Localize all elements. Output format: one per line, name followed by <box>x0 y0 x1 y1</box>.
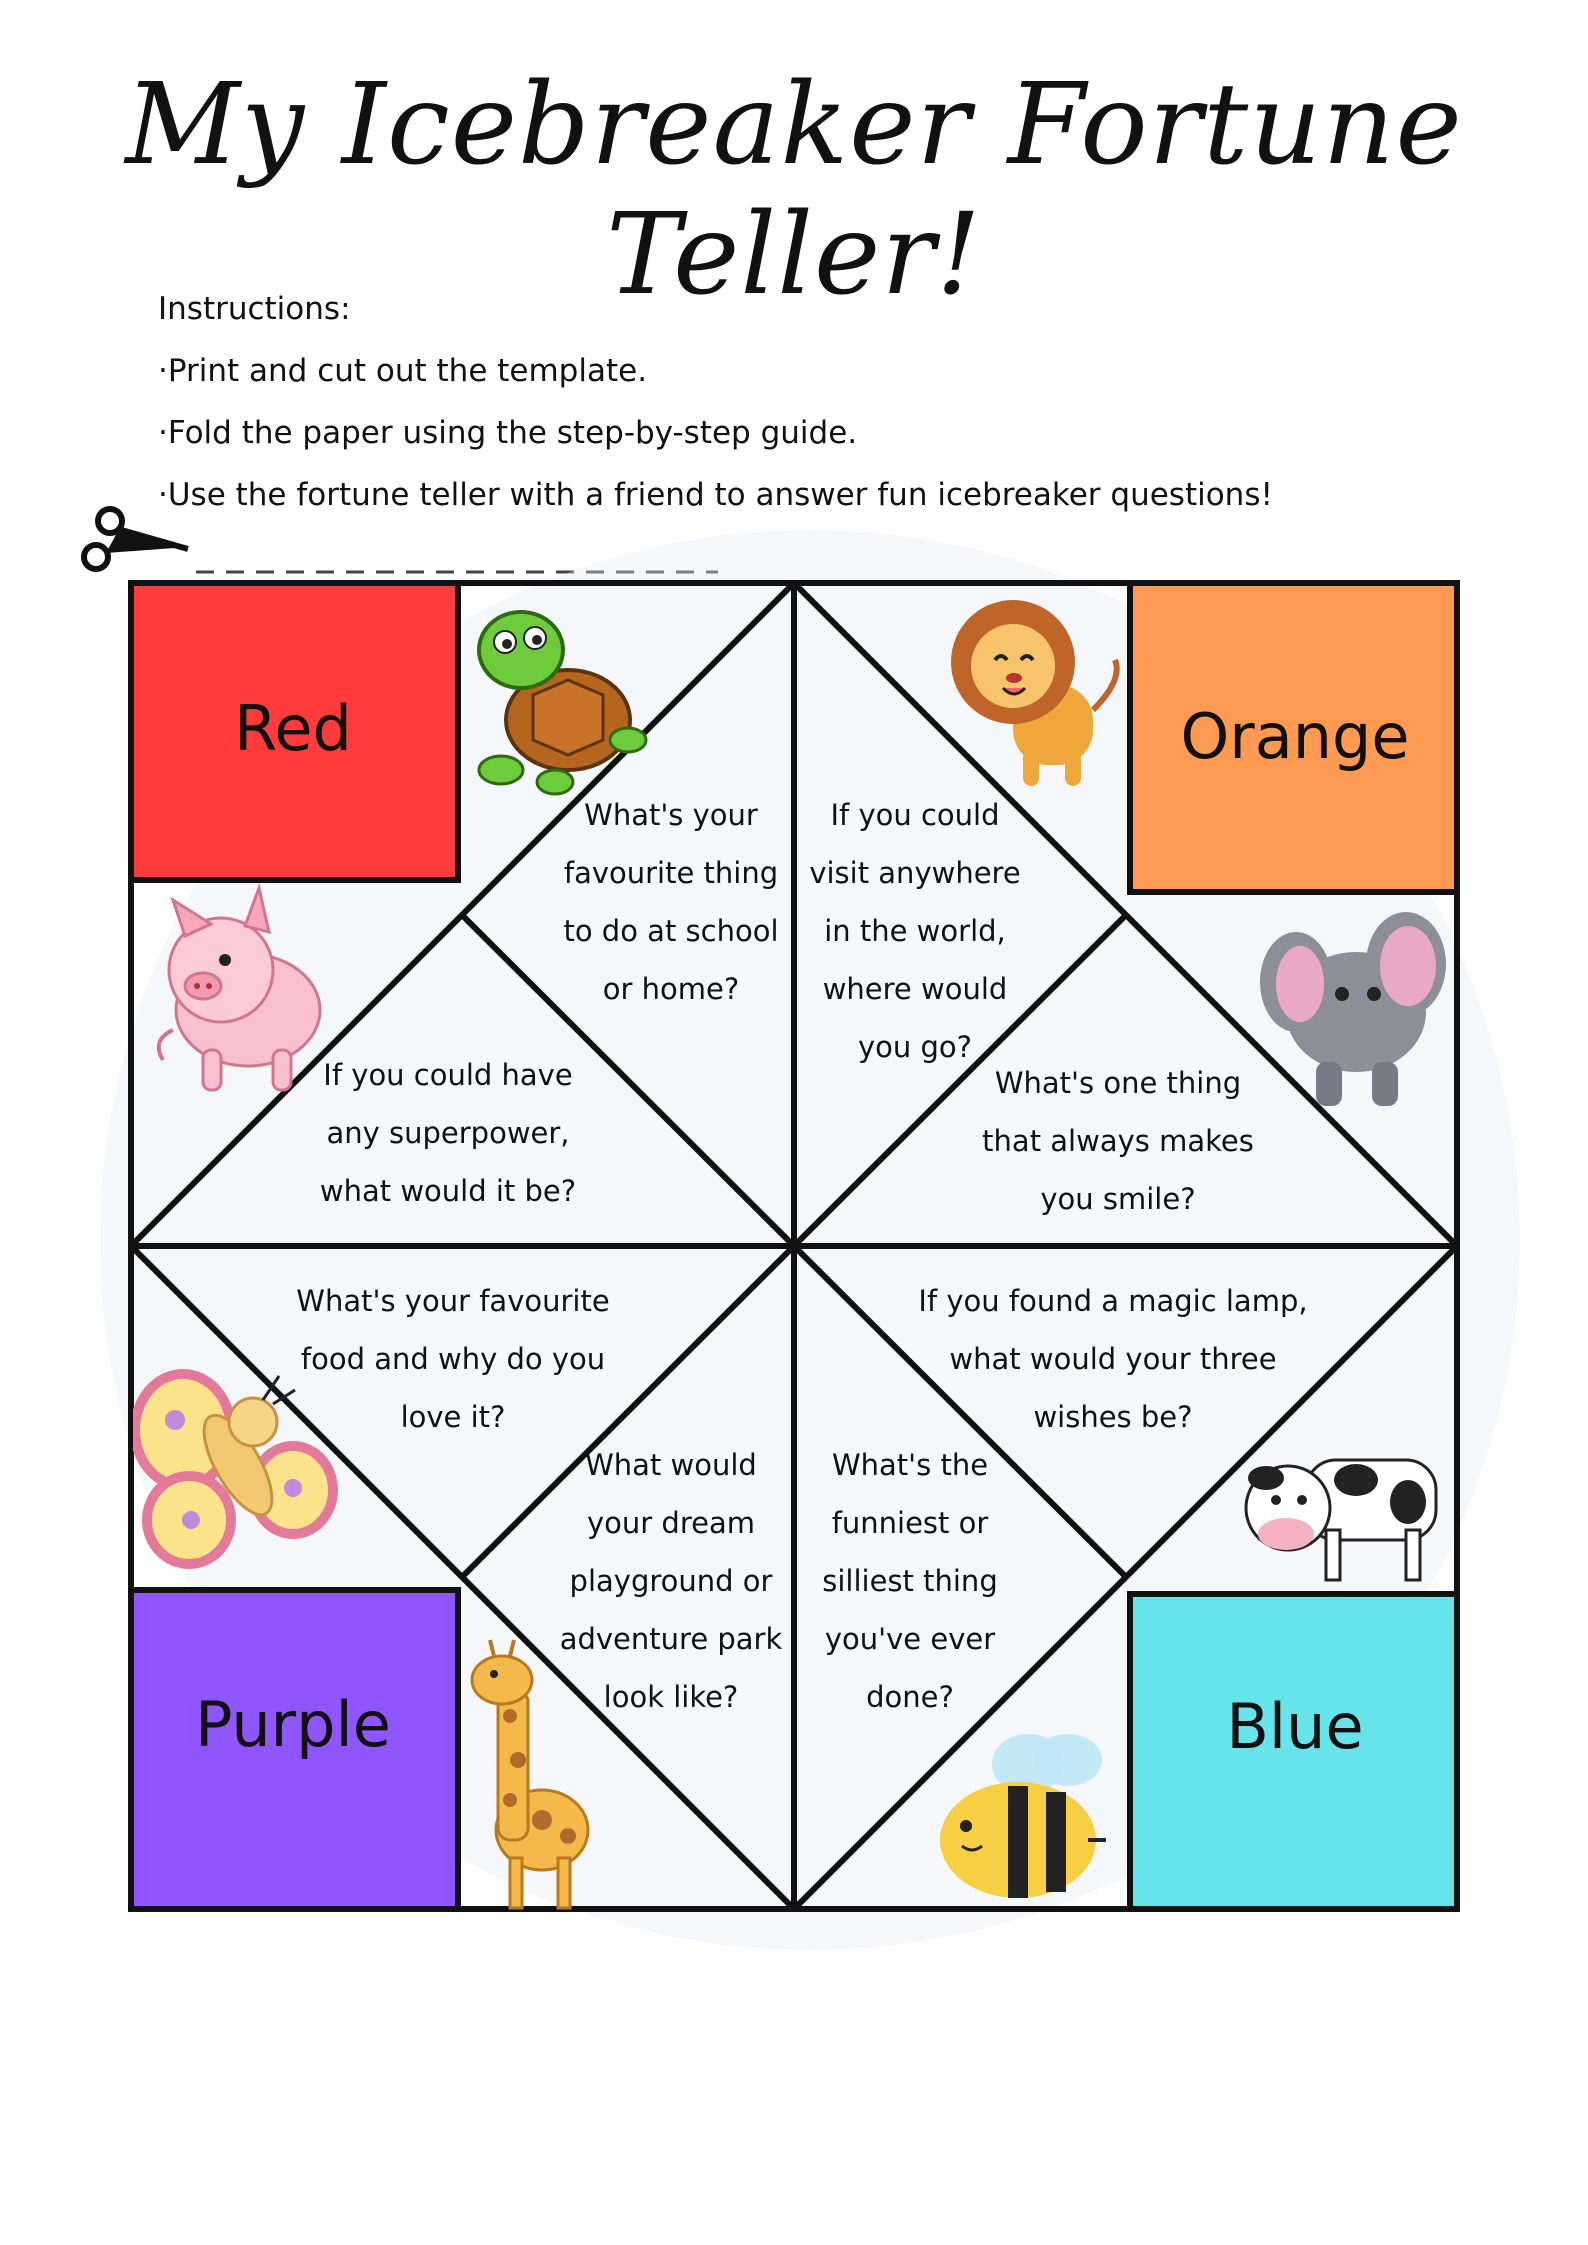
question-favourite-food: What's your favourite food and why do you love it? <box>296 1284 610 1434</box>
question-magic-lamp: If you found a magic lamp, what would your three wishes be? <box>918 1284 1308 1434</box>
pig-icon <box>133 880 333 1110</box>
giraffe-icon <box>458 1630 598 1910</box>
lion-icon <box>943 590 1133 790</box>
instructions-list <box>158 340 1273 526</box>
instructions-heading: Instructions: <box>158 291 351 327</box>
color-label-orange: Orange <box>1180 700 1410 773</box>
question-makes-smile: What's one thing that always makes you smile? <box>982 1066 1254 1216</box>
color-label-blue: Blue <box>1226 1690 1364 1763</box>
color-label-purple: Purple <box>195 1688 391 1761</box>
question-dream-playground: What would your dream playground or adventure park look like? <box>559 1448 783 1714</box>
bee-icon <box>928 1710 1128 1910</box>
fortune-teller-template <box>128 580 1460 1912</box>
cow-icon <box>1236 1430 1456 1600</box>
page-title: My Icebreaker Fortune Teller! <box>125 60 1463 320</box>
question-visit-anywhere: If you could visit anywhere in the world, where would you go? <box>809 798 1021 1064</box>
instruction-step: · Fold the paper using the step-by-step guide. <box>158 402 1273 464</box>
instruction-step: · Use the fortune teller with a friend to answer fun icebreaker questions! <box>158 464 1273 526</box>
butterfly-icon <box>133 1360 343 1580</box>
question-superpower: If you could have any superpower, what would it be? <box>319 1058 577 1208</box>
question-school-home: What's your favourite thing to do at school or home? <box>563 798 779 1006</box>
question-funniest-thing: What's the funniest or silliest thing you've ever done? <box>822 1448 998 1714</box>
instructions <box>158 278 1273 526</box>
elephant-icon <box>1256 902 1456 1122</box>
color-label-red: Red <box>234 692 352 765</box>
turtle-icon <box>463 600 653 800</box>
instruction-step: · Print and cut out the template. <box>158 340 1273 402</box>
